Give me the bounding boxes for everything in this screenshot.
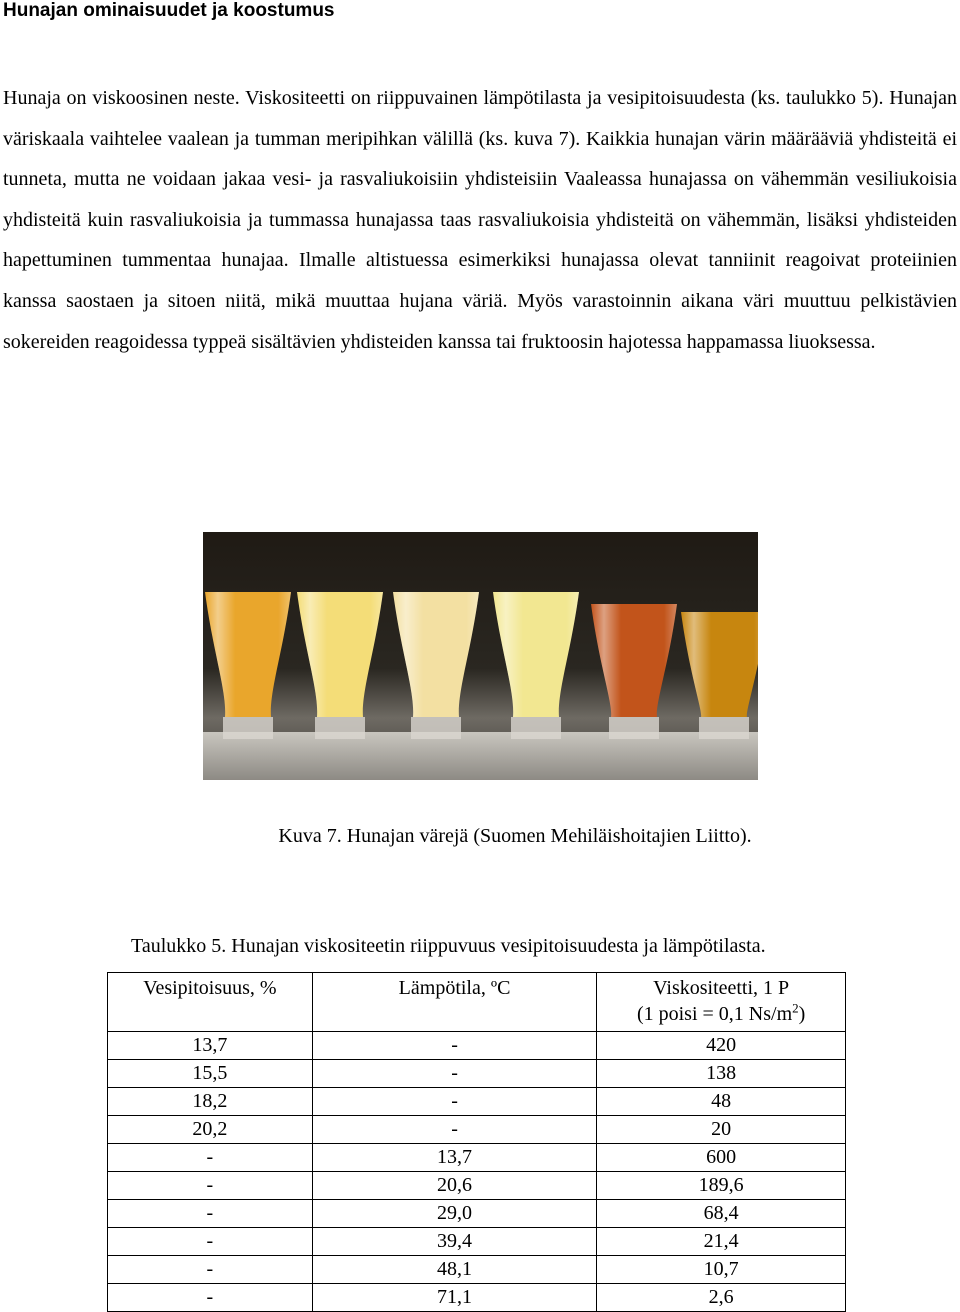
cell-water-content: -	[108, 1144, 313, 1172]
cell-viscosity: 68,4	[597, 1200, 846, 1228]
table-row	[108, 1228, 846, 1256]
cell-water-content: -	[108, 1284, 313, 1312]
cell-water-content: 18,2	[108, 1088, 313, 1116]
table-caption: Taulukko 5. Hunajan viskositeetin riippuvuus vesipitoisuudesta ja lämpötilasta.	[131, 935, 766, 957]
header-viscosity-line1: Viskositeetti, 1 P	[653, 977, 790, 999]
table-row	[108, 1144, 846, 1172]
cell-viscosity: 138	[597, 1060, 846, 1088]
table-row	[108, 1116, 846, 1144]
cell-temperature: -	[312, 1032, 597, 1060]
table-row	[108, 1172, 846, 1200]
header-temperature: Lämpötila, ºC	[312, 973, 597, 1032]
cell-temperature: -	[312, 1088, 597, 1116]
cell-temperature: 71,1	[312, 1284, 597, 1312]
table-header-row	[108, 973, 846, 1032]
table-row	[108, 1088, 846, 1116]
cell-temperature: -	[312, 1060, 597, 1088]
cell-water-content: -	[108, 1228, 313, 1256]
cell-viscosity: 600	[597, 1144, 846, 1172]
header-viscosity	[597, 973, 846, 1032]
cell-water-content: 13,7	[108, 1032, 313, 1060]
cell-water-content: -	[108, 1200, 313, 1228]
table-row	[108, 1200, 846, 1228]
cell-viscosity: 48	[597, 1088, 846, 1116]
cell-temperature: 39,4	[312, 1228, 597, 1256]
table-row	[108, 1284, 846, 1312]
cell-viscosity: 420	[597, 1032, 846, 1060]
body-paragraph: Hunaja on viskoosinen neste. Viskositeetti on riippuvainen lämpötilasta ja vesipitoisuudesta (ks. taulukko 5). Hunajan väriskaala vaihtelee vaalean ja tumman meripihkan välillä (ks. kuva 7). Kaikkia hunajan värin määrääviä yhdisteitä ei tunneta, mutta ne voidaan jakaa vesi- ja rasvaliukoisiin yhdisteisiin Vaaleassa hunajassa on vähemmän vesiliukoisia yhdisteitä kuin rasvaliukoisia ja tummassa hunajassa taas rasvaliukoisia yhdisteitä on vähemmän, lisäksi yhdisteiden hapettuminen tummentaa hunajaa. Ilmalle altistuessa esimerkiksi hunajassa olevat tanniinit reagoivat proteiinien kanssa saostaen ja sitoen niitä, mikä muuttaa hujana väriä. Myös varastoinnin aikana väri muuttuu pelkistävien sokereiden reagoidessa typpeä sisältävien yhdisteiden kanssa tai fruktoosin hajotessa happamassa liuoksessa.	[3, 87, 957, 353]
figure-caption: Kuva 7. Hunajan värejä (Suomen Mehiläishoitajien Liitto).	[278, 825, 752, 847]
cell-temperature: -	[312, 1116, 597, 1144]
header-viscosity-line2: (1 poisi = 0,1 $Ns/m^2$)	[636, 1000, 806, 1025]
cell-temperature: 29,0	[312, 1200, 597, 1228]
cell-water-content: -	[108, 1172, 313, 1200]
cell-water-content: 15,5	[108, 1060, 313, 1088]
cell-viscosity: 189,6	[597, 1172, 846, 1200]
cell-water-content: 20,2	[108, 1116, 313, 1144]
cell-water-content: -	[108, 1256, 313, 1284]
cell-viscosity: 21,4	[597, 1228, 846, 1256]
table-row	[108, 1060, 846, 1088]
cell-viscosity: 2,6	[597, 1284, 846, 1312]
cell-viscosity: 20	[597, 1116, 846, 1144]
table-row	[108, 1256, 846, 1284]
section-heading: Hunajan ominaisuudet ja koostumus	[3, 0, 335, 21]
honey-glasses-photo	[203, 532, 758, 780]
cell-temperature: 48,1	[312, 1256, 597, 1284]
viscosity-table	[107, 972, 846, 1312]
cell-temperature: 20,6	[312, 1172, 597, 1200]
cell-viscosity: 10,7	[597, 1256, 846, 1284]
cell-temperature: 13,7	[312, 1144, 597, 1172]
table-row	[108, 1032, 846, 1060]
header-water-content: Vesipitoisuus, %	[108, 973, 313, 1032]
